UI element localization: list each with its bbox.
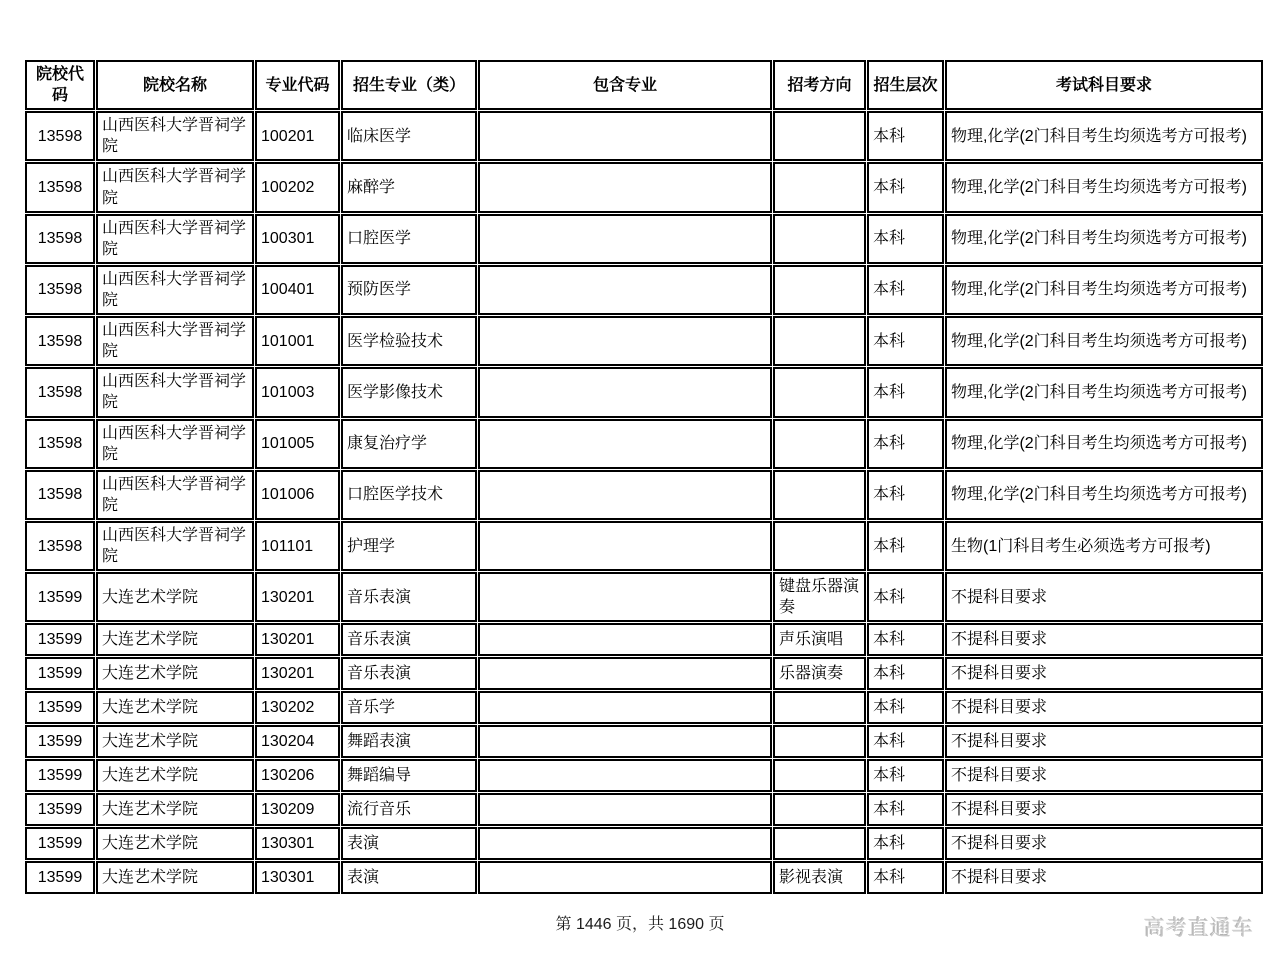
cell-institution-code: 13598 <box>25 419 95 469</box>
cell-institution-name: 大连艺术学院 <box>96 759 254 792</box>
cell-included-majors <box>478 521 772 571</box>
cell-direction <box>773 759 866 792</box>
cell-major-name: 医学影像技术 <box>341 367 477 417</box>
cell-institution-code: 13599 <box>25 827 95 860</box>
cell-included-majors <box>478 623 772 656</box>
column-header-level: 招生层次 <box>867 60 944 110</box>
cell-included-majors <box>478 316 772 366</box>
cell-direction <box>773 793 866 826</box>
cell-major-code: 130209 <box>255 793 340 826</box>
cell-major-code: 101006 <box>255 470 340 520</box>
cell-level: 本科 <box>867 861 944 894</box>
table-row <box>25 162 1263 212</box>
cell-level: 本科 <box>867 691 944 724</box>
cell-direction <box>773 725 866 758</box>
cell-direction <box>773 367 866 417</box>
cell-major-name: 表演 <box>341 827 477 860</box>
cell-major-code: 130202 <box>255 691 340 724</box>
cell-direction <box>773 521 866 571</box>
cell-institution-name: 山西医科大学晋祠学院 <box>96 214 254 264</box>
cell-major-code: 130301 <box>255 827 340 860</box>
cell-major-name: 音乐学 <box>341 691 477 724</box>
cell-included-majors <box>478 657 772 690</box>
cell-institution-code: 13598 <box>25 214 95 264</box>
cell-major-code: 100401 <box>255 265 340 315</box>
cell-institution-code: 13599 <box>25 759 95 792</box>
cell-institution-name: 大连艺术学院 <box>96 861 254 894</box>
cell-major-name: 麻醉学 <box>341 162 477 212</box>
table-row <box>25 265 1263 315</box>
cell-included-majors <box>478 367 772 417</box>
cell-level: 本科 <box>867 657 944 690</box>
cell-major-name: 音乐表演 <box>341 657 477 690</box>
cell-institution-code: 13598 <box>25 162 95 212</box>
cell-institution-name: 大连艺术学院 <box>96 725 254 758</box>
table-row <box>25 419 1263 469</box>
cell-institution-code: 13598 <box>25 521 95 571</box>
cell-included-majors <box>478 691 772 724</box>
cell-institution-name: 山西医科大学晋祠学院 <box>96 162 254 212</box>
cell-included-majors <box>478 214 772 264</box>
cell-direction <box>773 827 866 860</box>
cell-institution-code: 13598 <box>25 111 95 161</box>
cell-major-name: 护理学 <box>341 521 477 571</box>
cell-direction <box>773 265 866 315</box>
cell-major-code: 101001 <box>255 316 340 366</box>
cell-major-code: 100201 <box>255 111 340 161</box>
column-header-institution-name: 院校名称 <box>96 60 254 110</box>
table-row <box>25 367 1263 417</box>
cell-institution-code: 13599 <box>25 793 95 826</box>
cell-level: 本科 <box>867 759 944 792</box>
cell-subject-requirements: 不提科目要求 <box>945 793 1263 826</box>
watermark-logo: 高考直通车 <box>1144 917 1254 940</box>
cell-included-majors <box>478 162 772 212</box>
cell-direction <box>773 419 866 469</box>
cell-included-majors <box>478 725 772 758</box>
cell-level: 本科 <box>867 521 944 571</box>
cell-direction <box>773 214 866 264</box>
cell-subject-requirements: 物理,化学(2门科目考生均须选考方可报考) <box>945 162 1263 212</box>
cell-institution-code: 13598 <box>25 265 95 315</box>
cell-institution-code: 13599 <box>25 623 95 656</box>
cell-institution-code: 13599 <box>25 691 95 724</box>
cell-major-code: 101101 <box>255 521 340 571</box>
cell-major-name: 医学检验技术 <box>341 316 477 366</box>
cell-level: 本科 <box>867 793 944 826</box>
cell-institution-code: 13598 <box>25 316 95 366</box>
cell-direction <box>773 316 866 366</box>
cell-major-code: 130204 <box>255 725 340 758</box>
cell-major-name: 音乐表演 <box>341 572 477 622</box>
column-header-major-name: 招生专业（类） <box>341 60 477 110</box>
column-header-subject-requirements: 考试科目要求 <box>945 60 1263 110</box>
table-row <box>25 623 1263 656</box>
cell-included-majors <box>478 793 772 826</box>
cell-level: 本科 <box>867 214 944 264</box>
cell-major-name: 流行音乐 <box>341 793 477 826</box>
column-header-direction: 招考方向 <box>773 60 866 110</box>
document-page <box>0 59 1280 964</box>
table-row <box>25 470 1263 520</box>
cell-subject-requirements: 物理,化学(2门科目考生均须选考方可报考) <box>945 265 1263 315</box>
cell-institution-name: 大连艺术学院 <box>96 572 254 622</box>
cell-major-name: 舞蹈表演 <box>341 725 477 758</box>
cell-included-majors <box>478 470 772 520</box>
cell-major-name: 口腔医学技术 <box>341 470 477 520</box>
cell-subject-requirements: 不提科目要求 <box>945 623 1263 656</box>
cell-direction <box>773 111 866 161</box>
cell-level: 本科 <box>867 623 944 656</box>
cell-subject-requirements: 物理,化学(2门科目考生均须选考方可报考) <box>945 214 1263 264</box>
table-row <box>25 793 1263 826</box>
cell-direction: 声乐演唱 <box>773 623 866 656</box>
cell-included-majors <box>478 827 772 860</box>
cell-institution-code: 13599 <box>25 572 95 622</box>
cell-major-code: 130206 <box>255 759 340 792</box>
cell-institution-name: 大连艺术学院 <box>96 793 254 826</box>
cell-institution-code: 13599 <box>25 657 95 690</box>
cell-level: 本科 <box>867 827 944 860</box>
cell-level: 本科 <box>867 572 944 622</box>
cell-subject-requirements: 生物(1门科目考生必须选考方可报考) <box>945 521 1263 571</box>
page-footer <box>24 911 1256 934</box>
cell-direction <box>773 470 866 520</box>
cell-included-majors <box>478 111 772 161</box>
table-row <box>25 861 1263 894</box>
cell-subject-requirements: 不提科目要求 <box>945 827 1263 860</box>
cell-major-code: 100202 <box>255 162 340 212</box>
cell-major-code: 130301 <box>255 861 340 894</box>
cell-major-code: 130201 <box>255 657 340 690</box>
cell-subject-requirements: 不提科目要求 <box>945 759 1263 792</box>
cell-level: 本科 <box>867 265 944 315</box>
cell-institution-name: 大连艺术学院 <box>96 657 254 690</box>
cell-subject-requirements: 物理,化学(2门科目考生均须选考方可报考) <box>945 419 1263 469</box>
table-row <box>25 657 1263 690</box>
cell-subject-requirements: 物理,化学(2门科目考生均须选考方可报考) <box>945 111 1263 161</box>
cell-level: 本科 <box>867 367 944 417</box>
cell-subject-requirements: 物理,化学(2门科目考生均须选考方可报考) <box>945 316 1263 366</box>
table-header-row <box>25 60 1263 110</box>
cell-included-majors <box>478 759 772 792</box>
cell-institution-code: 13599 <box>25 725 95 758</box>
column-header-included-majors: 包含专业 <box>478 60 772 110</box>
cell-subject-requirements: 不提科目要求 <box>945 572 1263 622</box>
cell-institution-name: 山西医科大学晋祠学院 <box>96 111 254 161</box>
cell-subject-requirements: 不提科目要求 <box>945 861 1263 894</box>
column-header-major-code: 专业代码 <box>255 60 340 110</box>
cell-included-majors <box>478 572 772 622</box>
cell-subject-requirements: 不提科目要求 <box>945 657 1263 690</box>
cell-major-name: 表演 <box>341 861 477 894</box>
cell-major-code: 101005 <box>255 419 340 469</box>
table-row <box>25 725 1263 758</box>
cell-major-name: 预防医学 <box>341 265 477 315</box>
cell-direction <box>773 691 866 724</box>
cell-direction: 键盘乐器演奏 <box>773 572 866 622</box>
cell-institution-name: 山西医科大学晋祠学院 <box>96 316 254 366</box>
cell-direction: 影视表演 <box>773 861 866 894</box>
cell-included-majors <box>478 861 772 894</box>
cell-major-code: 130201 <box>255 623 340 656</box>
cell-major-code: 100301 <box>255 214 340 264</box>
cell-subject-requirements: 物理,化学(2门科目考生均须选考方可报考) <box>945 367 1263 417</box>
cell-level: 本科 <box>867 470 944 520</box>
page-indicator: 第 1446 页，共 1690 页 <box>555 916 725 934</box>
cell-level: 本科 <box>867 111 944 161</box>
cell-institution-name: 大连艺术学院 <box>96 827 254 860</box>
table-row <box>25 214 1263 264</box>
cell-institution-name: 山西医科大学晋祠学院 <box>96 470 254 520</box>
cell-institution-code: 13598 <box>25 367 95 417</box>
cell-institution-name: 山西医科大学晋祠学院 <box>96 419 254 469</box>
cell-major-name: 临床医学 <box>341 111 477 161</box>
table-row <box>25 759 1263 792</box>
cell-level: 本科 <box>867 419 944 469</box>
table-row <box>25 572 1263 622</box>
cell-major-name: 康复治疗学 <box>341 419 477 469</box>
cell-level: 本科 <box>867 725 944 758</box>
cell-major-name: 音乐表演 <box>341 623 477 656</box>
cell-subject-requirements: 不提科目要求 <box>945 691 1263 724</box>
cell-major-code: 101003 <box>255 367 340 417</box>
cell-subject-requirements: 物理,化学(2门科目考生均须选考方可报考) <box>945 470 1263 520</box>
table-row <box>25 316 1263 366</box>
cell-major-name: 舞蹈编导 <box>341 759 477 792</box>
cell-level: 本科 <box>867 162 944 212</box>
table-row <box>25 827 1263 860</box>
cell-major-code: 130201 <box>255 572 340 622</box>
table-row <box>25 111 1263 161</box>
cell-institution-name: 山西医科大学晋祠学院 <box>96 367 254 417</box>
cell-institution-code: 13599 <box>25 861 95 894</box>
admission-requirements-table <box>24 59 1264 895</box>
cell-institution-name: 山西医科大学晋祠学院 <box>96 265 254 315</box>
cell-direction <box>773 162 866 212</box>
cell-subject-requirements: 不提科目要求 <box>945 725 1263 758</box>
column-header-institution-code: 院校代码 <box>25 60 95 110</box>
cell-institution-name: 大连艺术学院 <box>96 623 254 656</box>
cell-institution-code: 13598 <box>25 470 95 520</box>
cell-major-name: 口腔医学 <box>341 214 477 264</box>
table-row <box>25 691 1263 724</box>
cell-included-majors <box>478 419 772 469</box>
cell-direction: 乐器演奏 <box>773 657 866 690</box>
cell-level: 本科 <box>867 316 944 366</box>
table-row <box>25 521 1263 571</box>
cell-included-majors <box>478 265 772 315</box>
cell-institution-name: 山西医科大学晋祠学院 <box>96 521 254 571</box>
cell-institution-name: 大连艺术学院 <box>96 691 254 724</box>
